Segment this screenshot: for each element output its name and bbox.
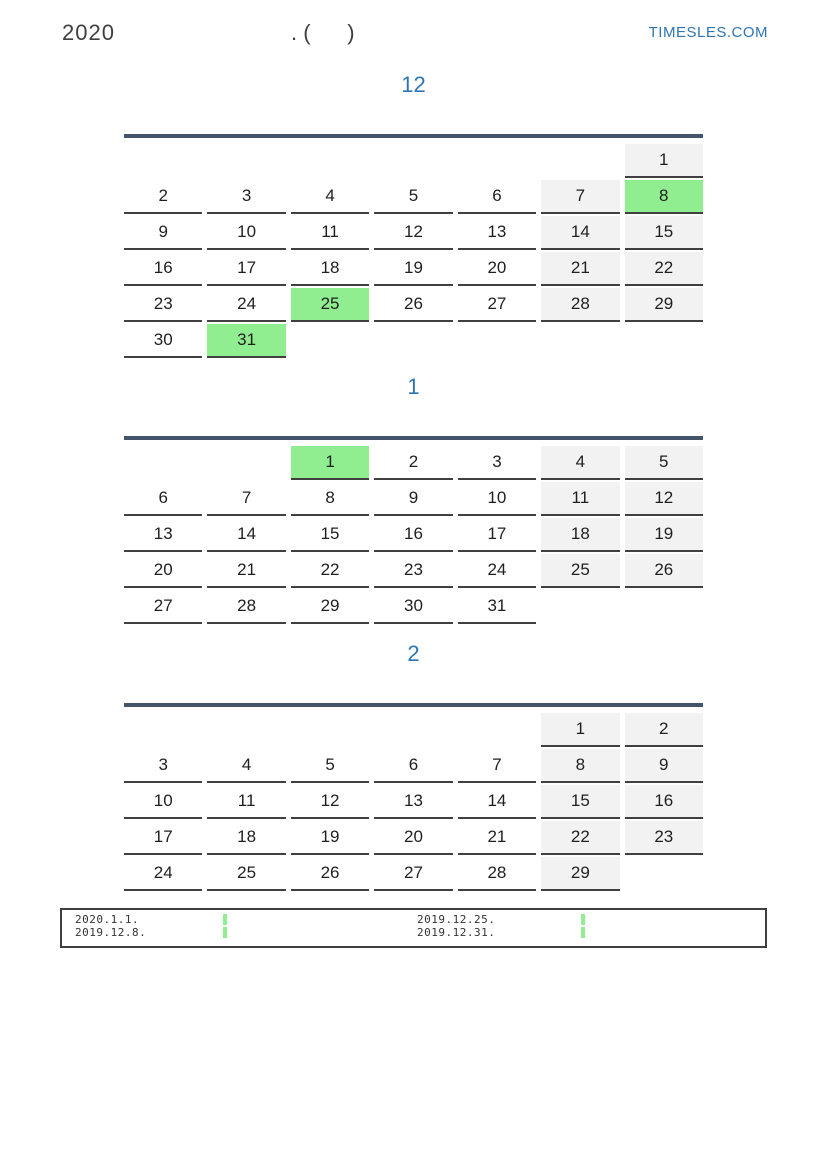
legend-date: 2019.12.8. — [75, 926, 147, 939]
day-cell: 20 — [374, 821, 452, 855]
legend-date: 2020.1.1. — [75, 913, 140, 926]
day-cell: 5 — [291, 749, 369, 783]
day-cell: 24 — [207, 288, 285, 322]
week-row — [124, 324, 703, 358]
day-cell: 28 — [207, 590, 285, 624]
day-cell: 14 — [458, 785, 536, 819]
day-cell: 2 — [374, 446, 452, 480]
day-cell: 12 — [625, 482, 703, 516]
week-row — [124, 821, 703, 855]
day-cell: 21 — [541, 252, 619, 286]
day-cell: 17 — [458, 518, 536, 552]
day-cell: 16 — [374, 518, 452, 552]
holiday-swatch — [223, 914, 227, 925]
empty-cell — [124, 713, 202, 747]
month-table — [124, 134, 703, 358]
day-cell: 31 — [458, 590, 536, 624]
day-cell: 18 — [291, 252, 369, 286]
empty-cell — [541, 324, 619, 358]
day-cell: 8 — [541, 749, 619, 783]
day-cell: 8 — [291, 482, 369, 516]
day-cell: 10 — [207, 216, 285, 250]
day-cell: 28 — [458, 857, 536, 891]
empty-cell — [207, 446, 285, 480]
week-row — [124, 288, 703, 322]
day-cell: 9 — [124, 216, 202, 250]
day-cell: 22 — [541, 821, 619, 855]
empty-cell — [374, 324, 452, 358]
day-cell: 26 — [625, 554, 703, 588]
day-cell: 12 — [374, 216, 452, 250]
day-cell: 27 — [458, 288, 536, 322]
legend-box — [60, 908, 767, 948]
day-cell: 14 — [207, 518, 285, 552]
day-cell: 4 — [541, 446, 619, 480]
week-row — [124, 216, 703, 250]
day-cell: 3 — [207, 180, 285, 214]
week-row — [124, 446, 703, 480]
day-cell: 1 — [541, 713, 619, 747]
empty-cell — [124, 446, 202, 480]
day-cell: 15 — [625, 216, 703, 250]
day-cell: 18 — [207, 821, 285, 855]
day-cell: 19 — [625, 518, 703, 552]
empty-cell — [291, 324, 369, 358]
empty-cell — [541, 144, 619, 178]
empty-cell — [625, 590, 703, 624]
day-cell: 25 — [541, 554, 619, 588]
day-cell: 12 — [291, 785, 369, 819]
day-cell: 23 — [374, 554, 452, 588]
empty-cell — [458, 144, 536, 178]
year-title: 2020 — [62, 20, 115, 45]
day-cell: 26 — [291, 857, 369, 891]
day-cell: 4 — [291, 180, 369, 214]
day-cell: 1 — [291, 446, 369, 480]
day-cell: 25 — [207, 857, 285, 891]
day-cell: 21 — [207, 554, 285, 588]
day-cell: 3 — [458, 446, 536, 480]
empty-cell — [458, 324, 536, 358]
day-cell: 13 — [124, 518, 202, 552]
day-cell: 29 — [541, 857, 619, 891]
legend-date: 2019.12.25. — [417, 913, 496, 926]
day-cell: 8 — [625, 180, 703, 214]
holiday-swatch — [581, 914, 585, 925]
day-cell: 24 — [458, 554, 536, 588]
week-row — [124, 518, 703, 552]
day-cell: 3 — [124, 749, 202, 783]
day-cell: 6 — [124, 482, 202, 516]
week-row — [124, 857, 703, 891]
day-cell: 29 — [291, 590, 369, 624]
day-cell: 10 — [458, 482, 536, 516]
empty-cell — [291, 144, 369, 178]
day-cell: 4 — [207, 749, 285, 783]
day-cell: 24 — [124, 857, 202, 891]
day-cell: 11 — [207, 785, 285, 819]
day-cell: 22 — [291, 554, 369, 588]
day-cell: 17 — [207, 252, 285, 286]
day-cell: 29 — [625, 288, 703, 322]
month-block — [124, 72, 703, 358]
site-link[interactable]: TIMESLES.COM — [648, 24, 768, 41]
day-cell: 11 — [291, 216, 369, 250]
day-cell: 19 — [291, 821, 369, 855]
empty-cell — [541, 590, 619, 624]
day-cell: 6 — [374, 749, 452, 783]
day-cell: 20 — [124, 554, 202, 588]
day-cell: 1 — [625, 144, 703, 178]
week-row — [124, 590, 703, 624]
day-cell: 7 — [541, 180, 619, 214]
day-cell: 28 — [541, 288, 619, 322]
empty-cell — [124, 144, 202, 178]
day-cell: 25 — [291, 288, 369, 322]
month-label: 2 — [407, 641, 420, 666]
day-cell: 7 — [458, 749, 536, 783]
day-cell: 2 — [625, 713, 703, 747]
week-row — [124, 180, 703, 214]
month-block — [124, 641, 703, 891]
day-cell: 30 — [374, 590, 452, 624]
day-cell: 6 — [458, 180, 536, 214]
month-table — [124, 436, 703, 624]
day-cell: 14 — [541, 216, 619, 250]
week-row — [124, 144, 703, 178]
day-cell: 16 — [124, 252, 202, 286]
day-cell: 9 — [374, 482, 452, 516]
day-cell: 17 — [124, 821, 202, 855]
day-cell: 18 — [541, 518, 619, 552]
legend-date: 2019.12.31. — [417, 926, 496, 939]
month-label: 12 — [401, 72, 426, 97]
week-row — [124, 252, 703, 286]
day-cell: 20 — [458, 252, 536, 286]
month-label: 1 — [407, 374, 420, 399]
day-cell: 16 — [625, 785, 703, 819]
day-cell: 22 — [625, 252, 703, 286]
day-cell: 23 — [625, 821, 703, 855]
empty-cell — [625, 324, 703, 358]
day-cell: 9 — [625, 749, 703, 783]
week-row — [124, 482, 703, 516]
day-cell: 30 — [124, 324, 202, 358]
holiday-swatch — [223, 927, 227, 938]
day-cell: 26 — [374, 288, 452, 322]
header-subtitle: . ( ) — [291, 20, 355, 45]
day-cell: 10 — [124, 785, 202, 819]
month-block — [124, 374, 703, 624]
empty-cell — [207, 144, 285, 178]
empty-cell — [291, 713, 369, 747]
day-cell: 13 — [458, 216, 536, 250]
empty-cell — [374, 144, 452, 178]
day-cell: 2 — [124, 180, 202, 214]
day-cell: 15 — [291, 518, 369, 552]
calendars — [124, 0, 703, 893]
day-cell: 23 — [124, 288, 202, 322]
day-cell: 15 — [541, 785, 619, 819]
holiday-swatch — [581, 927, 585, 938]
day-cell: 27 — [124, 590, 202, 624]
day-cell: 13 — [374, 785, 452, 819]
empty-cell — [458, 713, 536, 747]
day-cell: 5 — [374, 180, 452, 214]
day-cell: 7 — [207, 482, 285, 516]
month-table — [124, 703, 703, 891]
day-cell: 31 — [207, 324, 285, 358]
week-row — [124, 713, 703, 747]
day-cell: 11 — [541, 482, 619, 516]
day-cell: 27 — [374, 857, 452, 891]
day-cell: 5 — [625, 446, 703, 480]
empty-cell — [207, 713, 285, 747]
empty-cell — [374, 713, 452, 747]
day-cell: 21 — [458, 821, 536, 855]
empty-cell — [625, 857, 703, 891]
week-row — [124, 554, 703, 588]
day-cell: 19 — [374, 252, 452, 286]
week-row — [124, 785, 703, 819]
week-row — [124, 749, 703, 783]
